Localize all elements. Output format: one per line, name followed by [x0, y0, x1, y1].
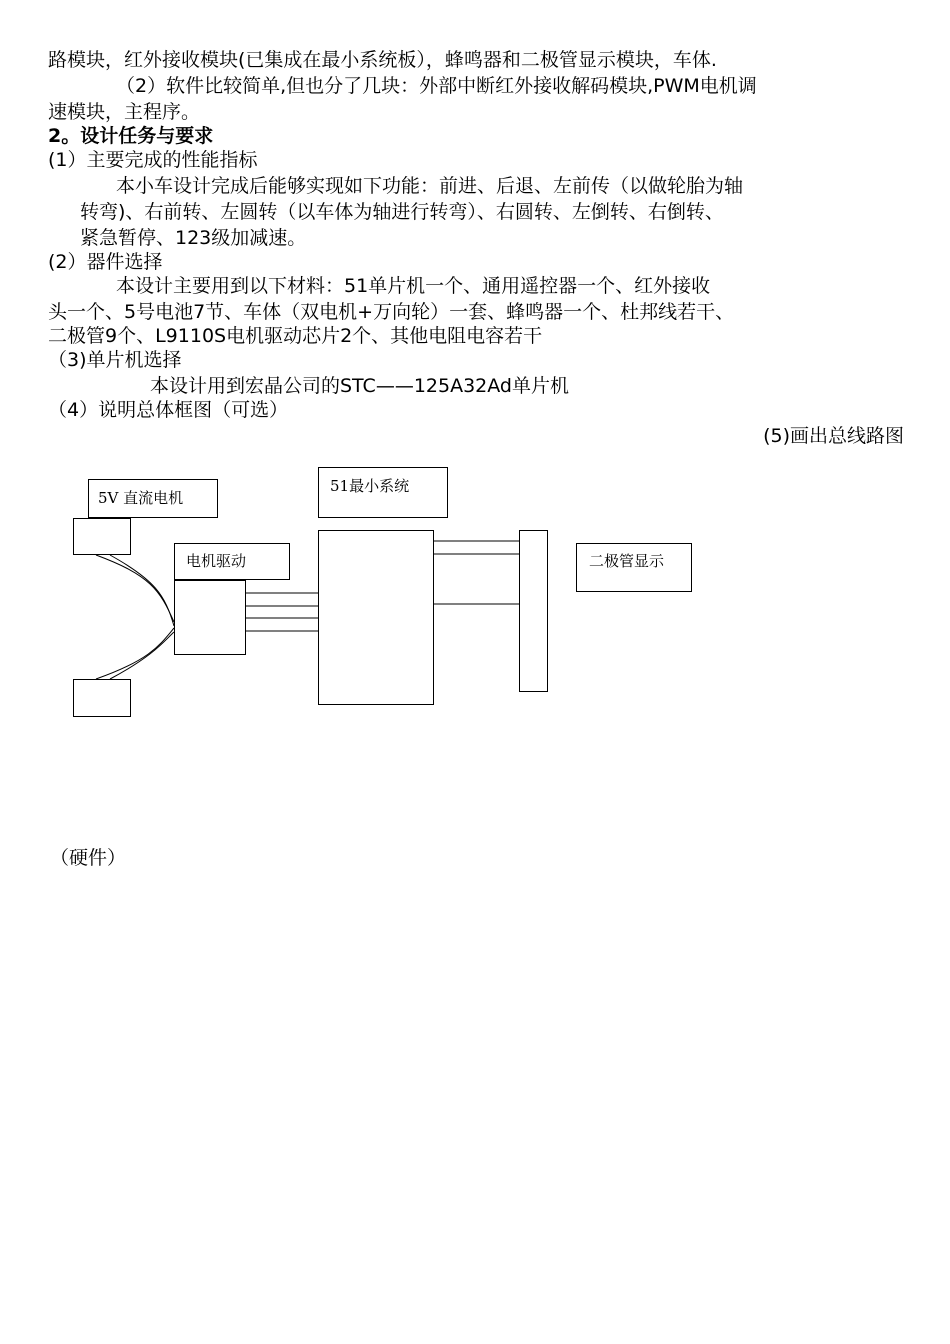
subheading-mcu: （3)单片机选择	[48, 349, 182, 371]
text-line-1: 路模块，红外接收模块(已集成在最小系统板），蜂鸣器和二极管显示模块，车体.	[48, 49, 717, 71]
section-heading: 2。设计任务与要求	[48, 125, 214, 147]
text-line-7: 转弯)、右前转、左圆转（以车体为轴进行转弯）、右圆转、左倒转、右倒转、	[80, 201, 724, 223]
subheading-components: (2）器件选择	[48, 251, 163, 273]
mcu-label: 51最小系统	[330, 477, 410, 495]
wire-motor-bottom-a	[96, 628, 174, 679]
motor-label: 5V 直流电机	[98, 489, 184, 507]
text-line-14: 本设计用到宏晶公司的STC——125A32Ad单片机	[150, 375, 569, 397]
motor-block-top	[73, 518, 131, 555]
hardware-caption: （硬件）	[50, 847, 127, 869]
mcu-block	[318, 530, 434, 705]
text-line-8: 紧急暂停、123级加减速。	[80, 227, 307, 249]
wire-motor-top-b	[110, 555, 174, 626]
text-line-10: 本设计主要用到以下材料：51单片机一个、通用遥控器一个、红外接收	[116, 275, 711, 297]
bus-block	[519, 530, 548, 692]
led-display-label: 二极管显示	[589, 552, 665, 570]
text-line-6: 本小车设计完成后能够实现如下功能：前进、后退、左前传（以做轮胎为轴	[116, 175, 744, 197]
text-line-11: 头一个、5号电池7节、车体（双电机+万向轮）一套、蜂鸣器一个、杜邦线若干、	[48, 301, 735, 323]
subheading-performance: (1）主要完成的性能指标	[48, 149, 258, 171]
subheading-block-diagram: （4）说明总体框图（可选）	[48, 399, 289, 421]
driver-label: 电机驱动	[186, 552, 247, 570]
text-line-12: 二极管9个、L9110S电机驱动芯片2个、其他电阻电容若干	[48, 325, 543, 347]
motor-block-bottom	[73, 679, 131, 717]
subheading-circuit: (5)画出总线路图	[763, 425, 904, 447]
text-line-3: 速模块，主程序。	[48, 101, 201, 123]
text-line-2: （2）软件比较简单,但也分了几块：外部中断红外接收解码模块,PWM电机调	[116, 75, 757, 97]
wire-motor-top-a	[96, 555, 174, 622]
driver-block	[174, 580, 246, 655]
